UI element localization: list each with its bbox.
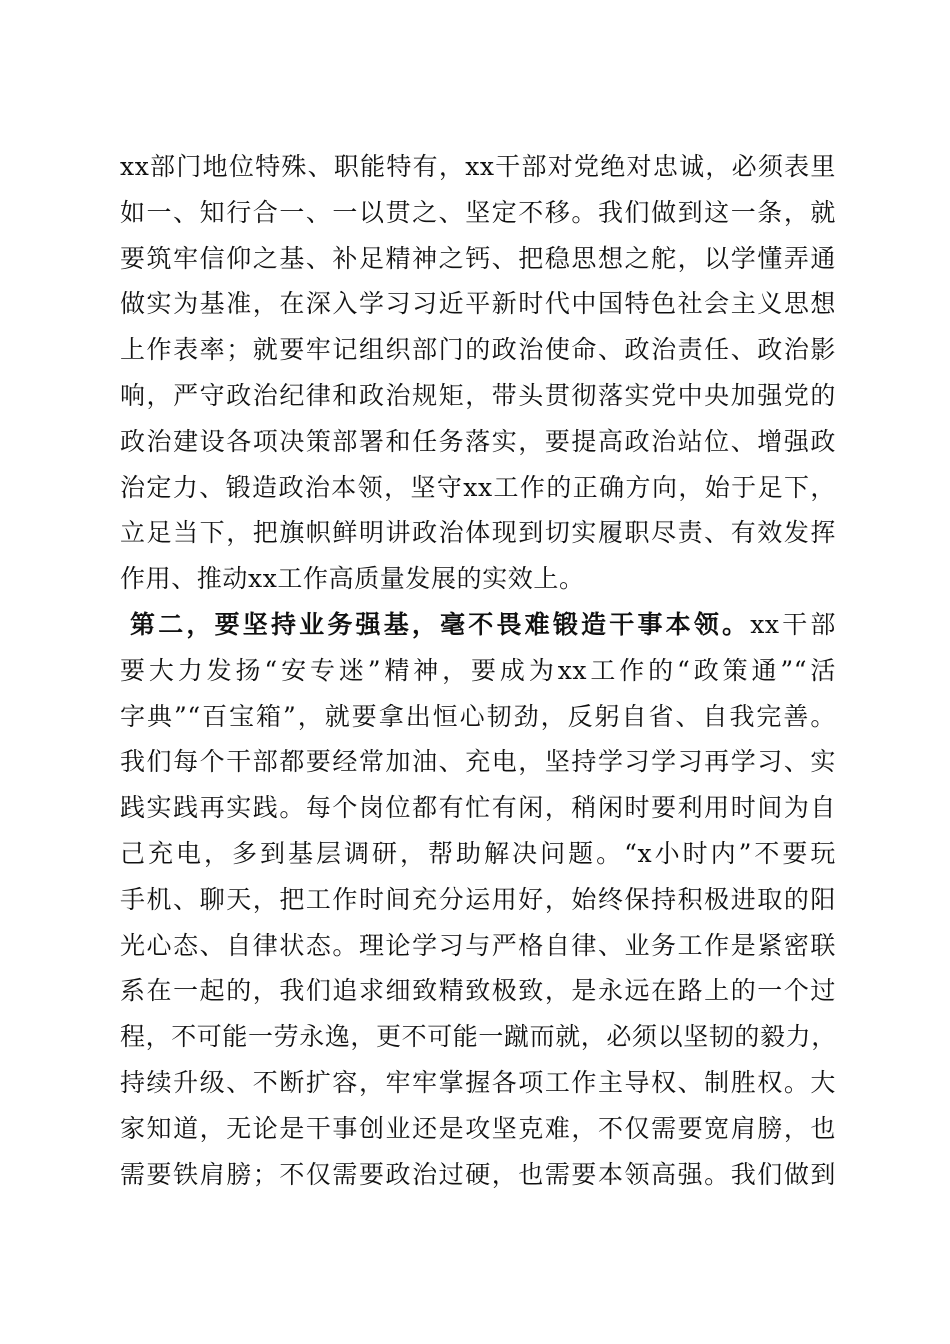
- text-line: 治定力、锻造政治本领，坚守xx工作的正确方向，始于足下，: [120, 472, 836, 502]
- text-line: 作用、推动xx工作高质量发展的实效上。: [120, 564, 585, 594]
- text-line: 程，不可能一劳永逸，更不可能一蹴而就，必须以坚韧的毅力，: [120, 1022, 837, 1052]
- text-line: 上作表率；就要牢记组织部门的政治使命、政治责任、政治影: [120, 335, 836, 365]
- text-line: 光心态、自律状态。理论学习与严格自律、业务工作是紧密联: [120, 930, 836, 960]
- text-line: 我们每个干部都要经常加油、充电，坚持学习学习再学习、实: [120, 747, 836, 777]
- section-heading: 第二，要坚持业务强基，毫不畏难锻造干事本领。: [130, 609, 751, 639]
- document-body: [120, 144, 836, 1197]
- text-line: 政治建设各项决策部署和任务落实，要提高政治站位、增强政: [120, 426, 836, 456]
- text-line: xx部门地位特殊、职能特有，xx干部对党绝对忠诚，必须表里: [120, 152, 836, 181]
- text-line: 系在一起的，我们追求细致精致极致，是永远在路上的一个过: [120, 976, 836, 1006]
- paragraph-political-loyalty: [120, 144, 836, 602]
- text-line: 手机、聊天，把工作时间充分运用好，始终保持积极进取的阳: [120, 884, 836, 914]
- text-run: xx干部: [750, 609, 836, 639]
- text-line: 要筑牢信仰之基、补足精神之钙、把稳思想之舵，以学懂弄通: [120, 243, 836, 273]
- text-line: 己充电，多到基层调研，帮助解决问题。“x小时内”不要玩: [120, 838, 836, 868]
- text-line: 立足当下，把旗帜鲜明讲政治体现到切实履职尽责、有效发挥: [120, 518, 836, 548]
- text-line: 践实践再实践。每个岗位都有忙有闲，稍闲时要利用时间为自: [120, 793, 836, 823]
- text-line: 家知道，无论是干事创业还是攻坚克难，不仅需要宽肩膀，也: [120, 1113, 836, 1143]
- paragraph-business-skills: [120, 602, 836, 1197]
- text-line: 做实为基准，在深入学习习近平新时代中国特色社会主义思想: [120, 289, 836, 319]
- text-line: 如一、知行合一、一以贯之、坚定不移。我们做到这一条，就: [120, 197, 836, 227]
- text-line: 字典”“百宝箱”，就要拿出恒心韧劲，反躬自省、自我完善。: [120, 701, 836, 731]
- text-line: 需要铁肩膀；不仅需要政治过硬，也需要本领高强。我们做到: [120, 1159, 836, 1189]
- paragraph-first-line: [120, 602, 836, 648]
- text-line: 持续升级、不断扩容，牢牢掌握各项工作主导权、制胜权。大: [120, 1067, 836, 1097]
- text-line: 要大力发扬“安专迷”精神，要成为xx工作的“政策通”“活: [120, 655, 836, 685]
- text-line: 响，严守政治纪律和政治规矩，带头贯彻落实党中央加强党的: [120, 380, 836, 410]
